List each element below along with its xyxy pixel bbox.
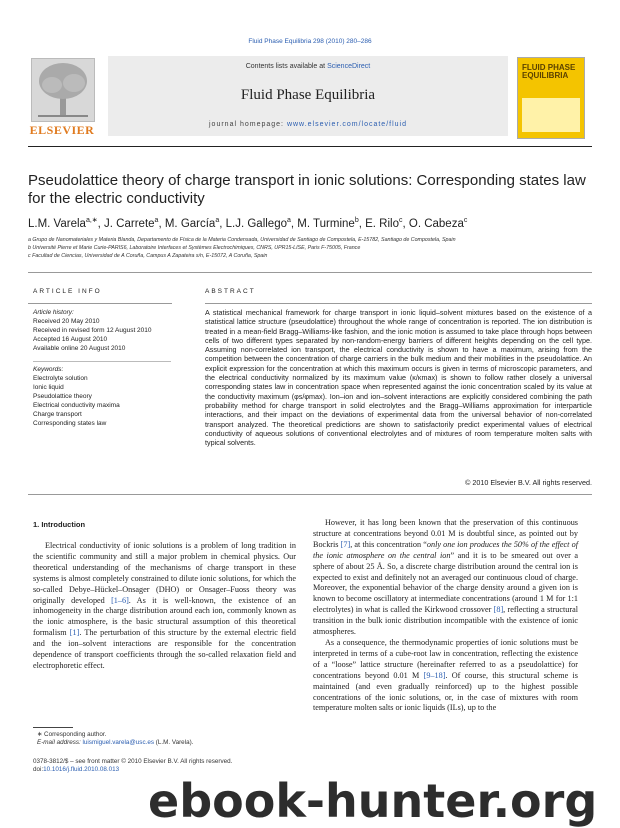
citation-link[interactable]: [1–6] xyxy=(111,595,129,605)
paragraph-text: . Of course, this structural scheme is maintained (and even gradually reinforced) up to the highest possible concentrations of the ionic solutions, or, in the case of mixtures with room temperature molten salts or ionic liquids (ILs), up to the xyxy=(313,670,578,713)
elsevier-wordmark: ELSEVIER xyxy=(29,123,95,137)
intro-right-column xyxy=(313,518,578,714)
email-suffix: (L.M. Varela). xyxy=(154,739,194,746)
abstract-rule xyxy=(205,303,592,304)
doi-prefix: doi: xyxy=(33,766,44,773)
watermark: ebook-hunter.org xyxy=(148,774,598,828)
keyword-item: Charge transport xyxy=(33,411,82,418)
doi-link[interactable]: 10.1016/j.fluid.2010.08.013 xyxy=(43,766,120,773)
cover-panel xyxy=(522,98,580,132)
paragraph-text: , reflecting a structural transition in the bulk ionic distribution incompatible with the existence of ionic atmospheres. xyxy=(313,605,578,637)
article-info-heading: ARTICLE INFO xyxy=(33,288,102,295)
journal-homepage xyxy=(108,121,508,128)
article-title: Pseudolattice theory of charge transport in ionic solutions: Corresponding states law for the electric conductivity xyxy=(28,172,586,207)
homepage-link[interactable]: www.elsevier.com/locate/fluid xyxy=(286,121,407,128)
author-name: M. Turmine xyxy=(297,217,355,230)
journal-cover-image xyxy=(517,57,585,139)
author-affiliation-marker: c xyxy=(463,217,468,224)
header-rule xyxy=(28,146,592,147)
contents-prefix: Contents lists available at xyxy=(245,63,328,70)
section-rule xyxy=(28,272,592,273)
citation-link[interactable]: [9–18] xyxy=(423,670,446,680)
paragraph-text: Electrical conductivity of ionic solutions is a problem of long tradition in the scientific community and still a major problem in chemical physics. Our theoretical understanding of the mechanisms of charge transport in these systems is almost completely constrained to dilute ionic solutions, for which the so-called Debye–Hückel–Onsager (DHO) or Onsager–Fuoss theory was originally developed xyxy=(33,541,296,605)
author-affiliation-marker: a,∗ xyxy=(85,217,98,224)
history-item: Received 20 May 2010 xyxy=(33,318,100,325)
elsevier-tree-icon xyxy=(31,58,95,122)
affiliation-a: a Grupo de Nanomateriales y Materia Blanda, Departamento de Física de la Materia Condensada, Universidad de Santiago de Compostela, E-15782, Santiago de Compostela, Spain xyxy=(28,237,456,243)
keywords-label: Keywords: xyxy=(33,366,64,373)
author-name: L.M. Varela xyxy=(28,217,86,230)
history-label: Article history: xyxy=(33,309,74,316)
author-list: L.M. Varela$^{a,∗}$, J. Carrete$^a$, M. García$^a$, L.J. Gallego$^a$, M. Turmine$^b$, E. Rilo$^c$, O. Cabeza$^c$ xyxy=(28,217,468,230)
affiliation-b: b Université Pierre et Marie Curie-PARIS6, Laboratoire Interfaces et Systèmes Electrochimiques, CNRS, UPR15-LISE, Paris F-75005, France xyxy=(28,245,361,251)
citation-link[interactable]: [7] xyxy=(340,539,351,549)
author-name: E. Rilo xyxy=(365,217,399,230)
citation-link[interactable]: [1] xyxy=(69,628,80,638)
abstract-text: A statistical mechanical framework for charge transport in ionic liquid–solvent mixtures based on the existence of a statistical lattice structure (pseudolattice) throughout the whole range of concentration is reported. The ion distribution is treated in a mean-field Bragg–Williams-like fashion, and the ionic motion is assumed to take place through hops between cells of two different types separated by non-random-energy barriers of different heights depending on the cell type. Assuming non-correlated ion transport, the electrical conductivity is shown to have a maximum, arising from the competition between the concentration of charge carriers in the bulk medium and their mobilities in the pseudolattice. An explicit expression for the concentration at which this maximum occurs is given in terms of microscopic parameters, and the electrical conductivity normalized by its maximum value (κ/κmax) is shown to follow rather closely a universal corresponding states law in concentration space when represented against the ionic concentration scaled by its value at the conductivity maximum (φs/φmax). Ion–ion and ion–solvent interactions are explicitly considered combining the path probability method for charge transport in solid electrolytes and the Bragg–Williams approximation for interparticle interactions, and their impact on the deviations of experimental data from the universal behavior of non-correlated transport analyzed. The theoretical predictions are shown to satisfactorily predict experimental values of electrical conductivity of aqueous solutions of conventional electrolytes and of mixtures of room temperature molten salts with typical solvents. xyxy=(205,308,592,448)
history-item: Accepted 16 August 2010 xyxy=(33,336,108,343)
keyword-item: Ionic liquid xyxy=(33,384,64,391)
author-name: L.J. Gallego xyxy=(225,217,287,230)
author-affiliation-marker: a xyxy=(287,217,291,224)
email-line xyxy=(37,739,297,746)
paragraph-text: . The perturbation of this structure by the external electric field and the ion–solvent interactions are responsible for the concentration dependence of transport coefficients through the so-called relaxation field and electrophoretic effect. xyxy=(33,628,296,670)
abstract-heading: ABSTRACT xyxy=(205,288,256,295)
history-item: Received in revised form 12 August 2010 xyxy=(33,327,152,334)
paragraph-text: . As it is well-known, the existence of an inhomogeneity in the charge distribution around each ion, commonly known as the ionic atmosphere, is the basic structural assumption of this theoretical formalism xyxy=(33,595,296,638)
intro-left-column xyxy=(33,541,296,672)
author-affiliation-marker: a xyxy=(215,217,220,224)
corresponding-author-note: ∗ Corresponding author. xyxy=(37,731,107,738)
paragraph-text: ” and it is to be smeared out over a sphere of about 25 Å. So, a discrete charge distribution around the central ion is expected to exist and definitely not an averaged our continuous cloud of charge. Moreover, the exponential behavior of the charge density around a given ion is known to become oscillatory at intermediate concentrations (around 1 M for 1:1 electrolytes) in what is called the Kirkwood crossover xyxy=(313,550,579,615)
keywords xyxy=(33,365,171,428)
history-item: Available online 20 August 2010 xyxy=(33,345,126,352)
elsevier-logo xyxy=(28,58,96,136)
emphasized-text: only one ion produces the 50% of the effect of the ionic atmosphere on the central ion xyxy=(313,539,578,560)
issn-line: 0378-3812/$ – see front matter © 2010 Elsevier B.V. All rights reserved. xyxy=(33,758,233,765)
email-label: E-mail address: xyxy=(37,739,83,746)
article-info-rule xyxy=(28,303,172,304)
body-rule xyxy=(28,494,592,495)
section-heading-introduction: 1. Introduction xyxy=(33,520,86,529)
homepage-prefix: journal homepage: xyxy=(209,121,287,128)
body-paragraph xyxy=(313,518,578,638)
author-affiliation-marker: c xyxy=(398,217,403,224)
keyword-item: Pseudolattice theory xyxy=(33,393,92,400)
abstract-copyright: © 2010 Elsevier B.V. All rights reserved. xyxy=(465,478,592,487)
cover-title: FLUID PHASE EQUILIBRIA xyxy=(522,63,576,80)
citation-link[interactable]: [8] xyxy=(493,605,504,615)
article-history xyxy=(33,308,171,353)
author-affiliation-marker: a xyxy=(154,217,159,224)
paragraph-text: , at this concentration “ xyxy=(350,539,427,549)
keyword-item: Electrolyte solution xyxy=(33,375,88,382)
author-affiliation-marker: b xyxy=(354,217,359,224)
email-link[interactable]: luismiguel.varela@usc.es xyxy=(82,739,154,746)
sciencedirect-link[interactable]: ScienceDirect xyxy=(327,63,371,70)
contents-line xyxy=(108,63,508,70)
doi-line xyxy=(33,766,313,773)
footnote-rule xyxy=(33,727,73,728)
body-paragraph xyxy=(33,541,296,672)
paragraph-text: However, it has long been known that the preservation of this continuous structure at concentrations beyond 0.01 M is doubtful since, as pointed out by Bockris xyxy=(313,518,578,549)
article-info-separator xyxy=(33,361,171,362)
paragraph-text: As a consequence, the thermodynamic properties of ionic solutions must be interpreted in terms of a cube-root law in concentration, reflecting the existence of a “loose” lattice structure (hereinafter referred to as a pseudolattice) for concentrations beyond 0.01 M xyxy=(313,637,578,680)
body-paragraph xyxy=(313,638,578,714)
keyword-item: Corresponding states law xyxy=(33,420,107,427)
author-name: J. Carrete xyxy=(104,217,155,230)
author-name: O. Cabeza xyxy=(408,217,464,230)
journal-title: Fluid Phase Equilibria xyxy=(240,87,376,103)
journal-reference[interactable]: Fluid Phase Equilibria 298 (2010) 280–286 xyxy=(248,38,372,45)
author-name: M. García xyxy=(164,217,216,230)
keyword-item: Electrical conductivity maxima xyxy=(33,402,120,409)
affiliation-c: c Facultad de Ciencias, Universidad de A Coruña, Campus A Zapateira s/n, E-15072, A Coruña, Spain xyxy=(28,253,268,259)
